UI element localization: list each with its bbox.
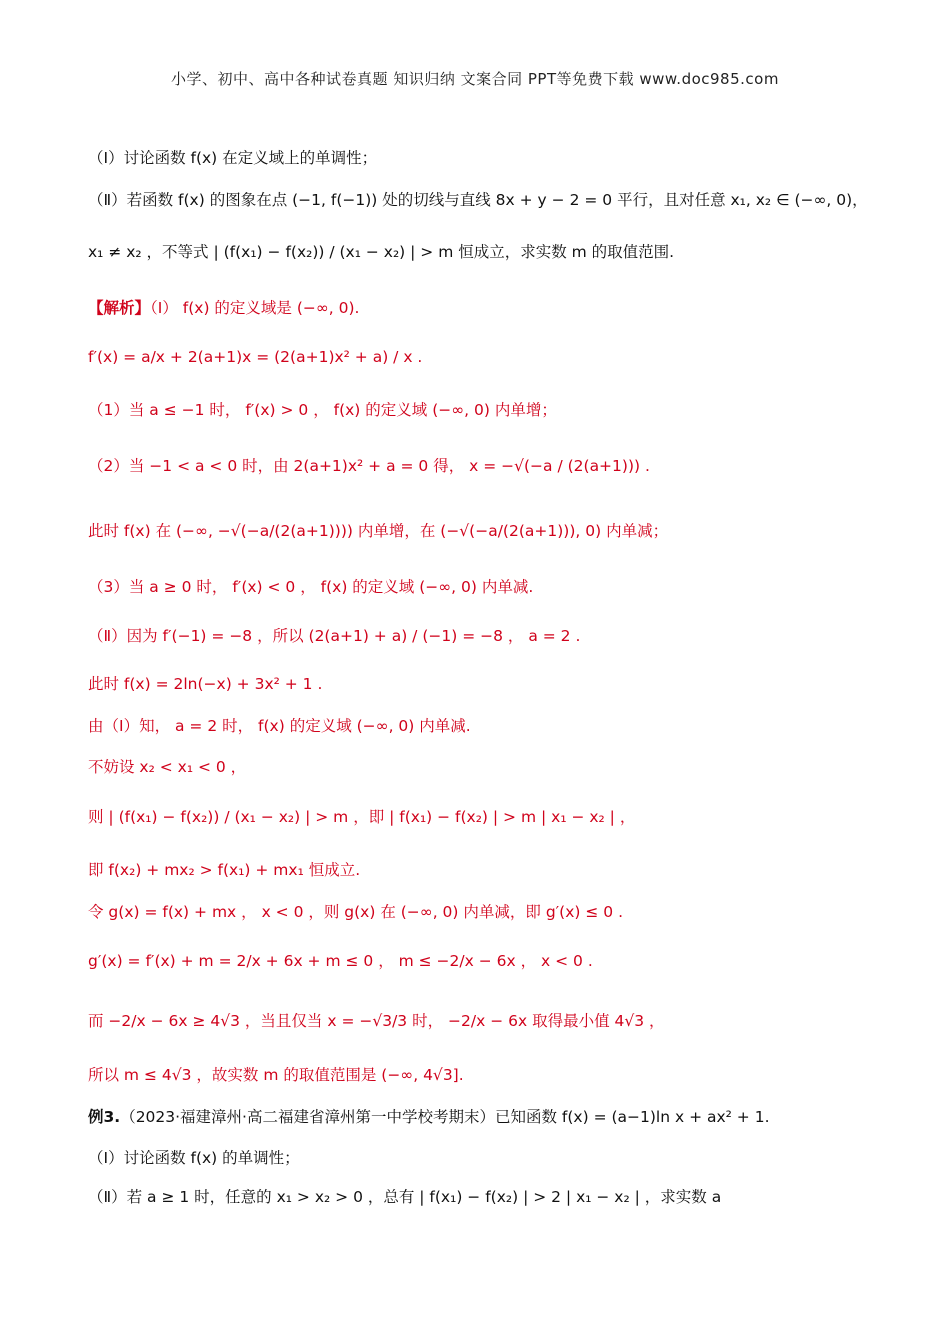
text-line: （3）当 a ≥ 0 时， f′(x) < 0 ， f(x) 的定义域 (−∞, 0) 内单减. <box>88 578 534 596</box>
text-line: f′(x) = a/x + 2(a+1)x = (2(a+1)x² + a) / x . <box>88 348 423 366</box>
text-line: 则 | (f(x₁) − f(x₂)) / (x₁ − x₂) | > m ，即 | f(x₁) − f(x₂) | > m | x₁ − x₂ | ， <box>88 808 636 826</box>
label-marker: 例3. <box>88 1108 121 1126</box>
text-line: 所以 m ≤ 4√3 ，故实数 m 的取值范围是 (−∞, 4√3]. <box>88 1066 464 1084</box>
text-line: 即 f(x₂) + mx₂ > f(x₁) + mx₁ 恒成立. <box>88 861 361 879</box>
text-line: 此时 f(x) = 2ln(−x) + 3x² + 1 . <box>88 675 323 693</box>
text-line: 不妨设 x₂ < x₁ < 0 ， <box>88 758 247 776</box>
example-heading: 例3.（2023·福建漳州·高二福建省漳州第一中学校考期末）已知函数 f(x) = (a−1)ln x + ax² + 1. <box>88 1108 770 1126</box>
page-header: 小学、初中、高中各种试卷真题 知识归纳 文案合同 PPT等免费下载 www.doc985.com <box>171 70 779 88</box>
text-line: x₁ ≠ x₂ ，不等式 | (f(x₁) − f(x₂)) / (x₁ − x₂) | > m 恒成立，求实数 m 的取值范围. <box>88 243 675 261</box>
text-line: 令 g(x) = f(x) + mx ， x < 0 ，则 g(x) 在 (−∞, 0) 内单减，即 g′(x) ≤ 0 . <box>88 903 624 921</box>
solution-heading: 【解析】（Ⅰ） f(x) 的定义域是 (−∞, 0). <box>88 299 360 317</box>
text-line: （1）当 a ≤ −1 时， f′(x) > 0 ， f(x) 的定义域 (−∞, 0) 内单增； <box>88 401 557 419</box>
text-line: （Ⅰ）讨论函数 f(x) 的单调性； <box>88 1149 300 1167</box>
text-line: （Ⅱ）若 a ≥ 1 时，任意的 x₁ > x₂ > 0 ，总有 | f(x₁) − f(x₂) | > 2 | x₁ − x₂ | ，求实数 a <box>88 1188 722 1206</box>
text-line: 此时 f(x) 在 (−∞, −√(−a/(2(a+1)))) 内单增，在 (−√(−a/(2(a+1))), 0) 内单减； <box>88 522 669 540</box>
text-line: （Ⅱ）因为 f′(−1) = −8 ，所以 (2(a+1) + a) / (−1) = −8 ， a = 2 . <box>88 627 581 645</box>
text-line: （Ⅰ）讨论函数 f(x) 在定义域上的单调性； <box>88 149 378 167</box>
text-line: 而 −2/x − 6x ≥ 4√3 ，当且仅当 x = −√3/3 时， −2/x − 6x 取得最小值 4√3 ， <box>88 1012 665 1030</box>
text-line: 由（Ⅰ）知， a = 2 时， f(x) 的定义域 (−∞, 0) 内单减. <box>88 717 471 735</box>
label-marker: 【解析】 <box>88 299 151 317</box>
text-line: （2）当 −1 < a < 0 时，由 2(a+1)x² + a = 0 得， x = −√(−a / (2(a+1))) . <box>88 457 650 475</box>
text-line: g′(x) = f′(x) + m = 2/x + 6x + m ≤ 0 ， m ≤ −2/x − 6x ， x < 0 . <box>88 952 593 970</box>
text-line: （Ⅱ）若函数 f(x) 的图象在点 (−1, f(−1)) 处的切线与直线 8x + y − 2 = 0 平行，且对任意 x₁, x₂ ∈ (−∞, 0)， <box>88 191 868 209</box>
